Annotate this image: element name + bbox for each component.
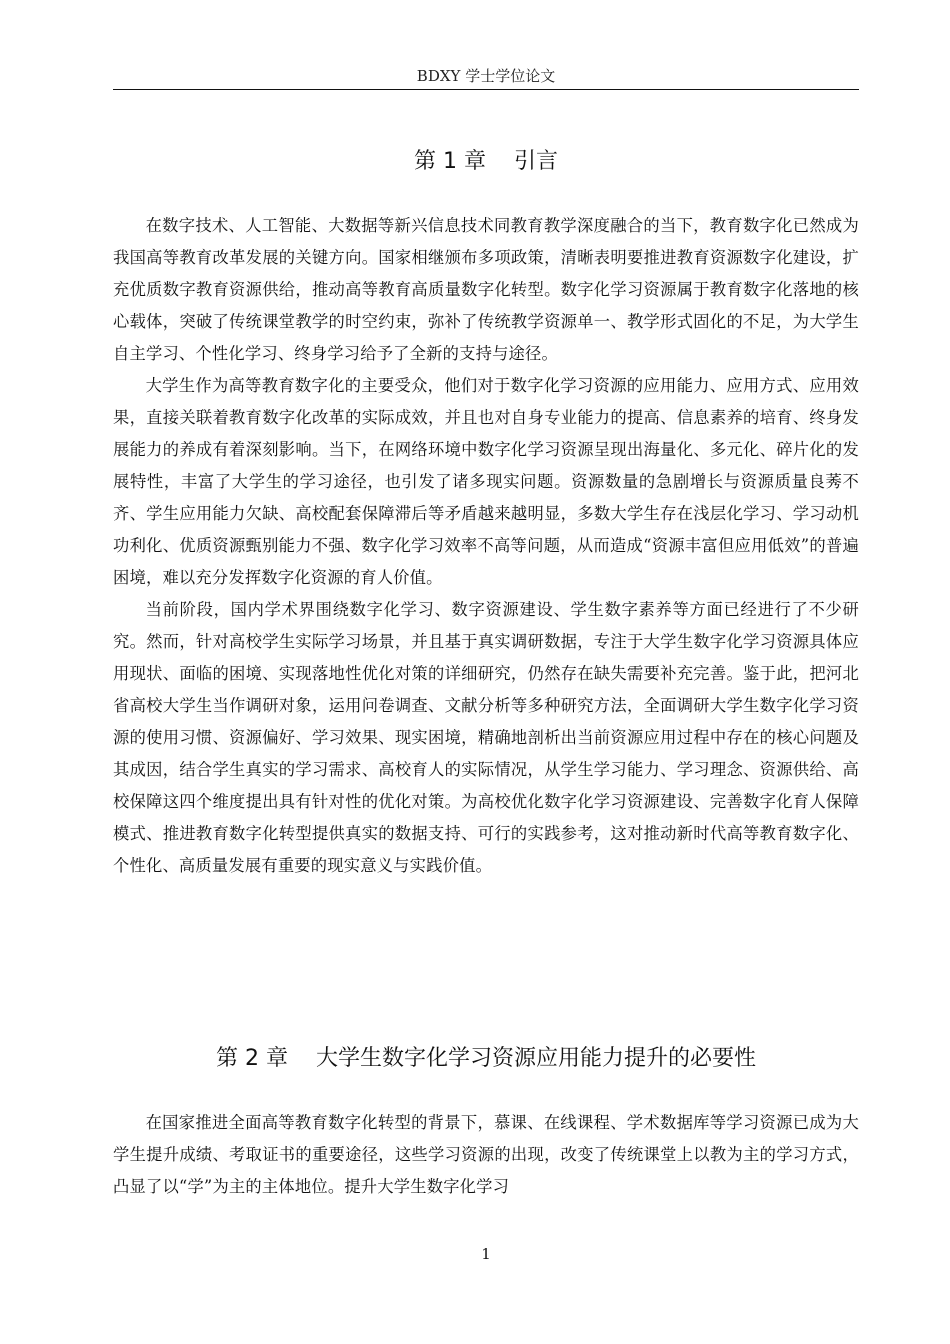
header-rule <box>113 89 859 90</box>
chapter-1-paragraph: 在数字技术、人工智能、大数据等新兴信息技术同教育教学深度融合的当下，教育数字化已然成为我国高等教育改革发展的关键方向。国家相继颁布多项政策，清晰表明要推进教育资源数字化建设，扩充优质数字教育资源供给，推动高等教育高质量数字化转型。数字化学习资源属于教育数字化落地的核心载体，突破了传统课堂教学的时空约束，弥补了传统教学资源单一、教学形式固化的不足，为大学生自主学习、个性化学习、终身学习给予了全新的支持与途径。 <box>113 216 859 363</box>
chapter-1-paragraph: 大学生作为高等教育数字化的主要受众，他们对于数字化学习资源的应用能力、应用方式、应用效果，直接关联着教育数字化改革的实际成效，并且也对自身专业能力的提高、信息素养的培育、终身发展能力的养成有着深刻影响。当下，在网络环境中数字化学习资源呈现出海量化、多元化、碎片化的发展特性，丰富了大学生的学习途径，也引发了诸多现实问题。资源数量的急剧增长与资源质量良莠不齐、学生应用能力欠缺、高校配套保障滞后等矛盾越来越明显，多数大学生存在浅层化学习、学习动机功利化、优质资源甄别能力不强、数字化学习效率不高等问题，从而造成“资源丰富但应用低效”的普遍困境，难以充分发挥数字化资源的育人价值。 <box>113 376 859 587</box>
chapter-1-body <box>113 210 859 882</box>
running-header: BDXY 学士学位论文 <box>416 67 556 85</box>
chapter-2-body <box>113 1107 859 1203</box>
chapter-2-paragraph: 在国家推进全面高等教育数字化转型的背景下，慕课、在线课程、学术数据库等学习资源已成为大学生提升成绩、考取证书的重要途径，这些学习资源的出现，改变了传统课堂上以教为主的学习方式，凸显了以“学”为主的主体地位。提升大学生数字化学习 <box>113 1113 859 1196</box>
chapter-1-paragraph: 当前阶段，国内学术界围绕数字化学习、数字资源建设、学生数字素养等方面已经进行了不少研究。然而，针对高校学生实际学习场景，并且基于真实调研数据，专注于大学生数字化学习资源具体应用现状、面临的困境、实现落地性优化对策的详细研究，仍然存在缺失需要补充完善。鉴于此，把河北省高校大学生当作调研对象，运用问卷调查、文献分析等多种研究方法，全面调研大学生数字化学习资源的使用习惯、资源偏好、学习效果、现实困境，精确地剖析出当前资源应用过程中存在的核心问题及其成因，结合学生真实的学习需求、高校育人的实际情况，从学生学习能力、学习理念、资源供给、高校保障这四个维度提出具有针对性的优化对策。为高校优化数字化学习资源建设、完善数字化育人保障模式、推进教育数字化转型提供真实的数据支持、可行的实践参考，这对推动新时代高等教育数字化、个性化、高质量发展有重要的现实意义与实践价值。 <box>113 600 859 875</box>
chapter-1-title: 第 1 章 引言 <box>414 149 558 174</box>
page-number: 1 <box>481 1245 491 1263</box>
chapter-2-title: 第 2 章 大学生数字化学习资源应用能力提升的必要性 <box>216 1046 756 1071</box>
